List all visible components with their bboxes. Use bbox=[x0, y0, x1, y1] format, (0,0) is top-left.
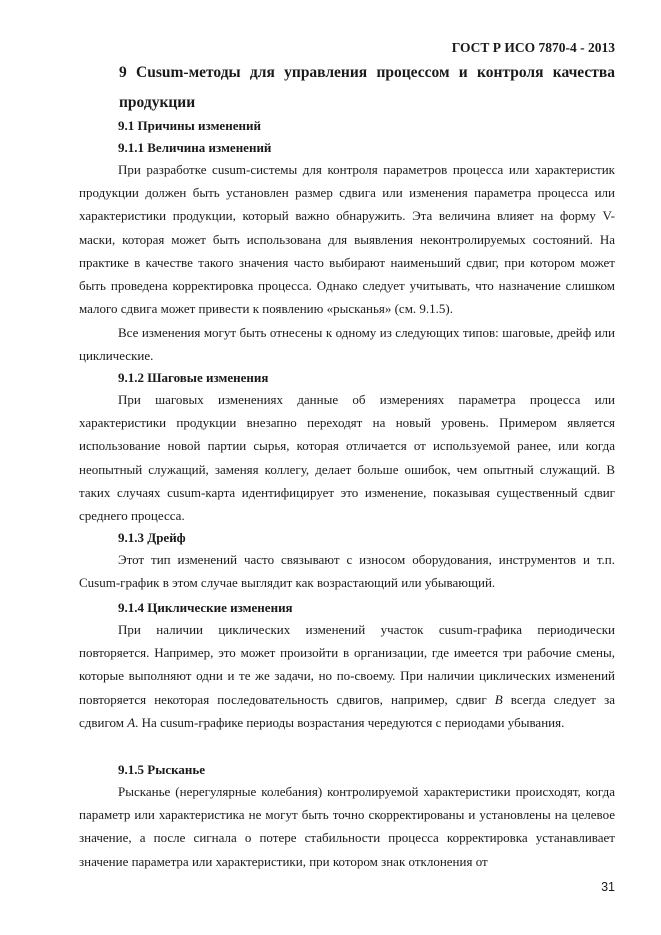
subsection-heading-9-1: 9.1 Причины изменений bbox=[118, 118, 261, 133]
paragraph-9-1-5: Рысканье (нерегулярные колебания) контролируемой характеристики происходят, когда параметр или характеристика не могут быть точно скорректированы и установлены на целевое значение, а после сигнала о потере стабильности процесса корректировка устанавливает значение параметра или характеристики, при котором знак отклонения от bbox=[79, 784, 615, 869]
page-number: 31 bbox=[601, 880, 615, 894]
paragraph-9-1-3: Этот тип изменений часто связывают с износом оборудования, инструментов и т.п. Cusum-график в этом случае выглядит как возрастающий или убывающий. bbox=[79, 552, 615, 591]
section-title: 9 Cusum-методы для управления процессом и контроля качества продукции bbox=[119, 64, 615, 111]
document-header: ГОСТ Р ИСО 7870-4 - 2013 bbox=[451, 40, 615, 55]
paragraph-9-1-2: При шаговых изменениях данные об измерениях параметра процесса или характеристики продукции внезапно переходят на новый уровень. Примером является использование новой партии сырья, которая отличается от используемой ранее, или когда неопытный служащий, заменяя коллегу, делает больше ошибок, чем опытный служащий. В таких случаях cusum-карта идентифицирует это изменение, показывая существенный сдвиг среднего процесса. bbox=[79, 392, 615, 524]
shift-a-symbol: A bbox=[127, 714, 136, 730]
subsection-heading-9-1-4: 9.1.4 Циклические изменения bbox=[118, 600, 293, 615]
paragraph-9-1-1-b: Все изменения могут быть отнесены к одному из следующих типов: шаговые, дрейф или циклические. bbox=[79, 325, 615, 364]
paragraph-9-1-1-a: При разработке cusum-системы для контроля параметров процесса или характеристик продукции должен быть установлен размер сдвига или изменения параметра процесса или характеристики продукции, который важно обнаружить. Эта величина влияет на форму V-маски, которая может быть использована для выявления неконтролируемых состояний. На практике в качестве такого значения часто выбирают наименьший сдвиг, при котором может быть проведена корректировка процесса. Однако следует учитывать, что назначение слишком малого сдвига может привести к появлению «рысканья» (см. 9.1.5). bbox=[79, 162, 615, 317]
paragraph-9-1-4: При наличии циклических изменений участок cusum-графика периодически повторяется. Например, это может произойти в организации, где имеется три рабочие смены, которые выполняют одни и те же задачи, но по-своему. При наличии циклических изменений повторяется некоторая последовательность сдвигов, например, сдвиг B всегда следует за сдвигом A. На cusum-графике периоды возрастания чередуются с периодами убывания. bbox=[79, 622, 615, 730]
subsection-heading-9-1-1: 9.1.1 Величина изменений bbox=[118, 140, 272, 155]
subsection-heading-9-1-3: 9.1.3 Дрейф bbox=[118, 530, 186, 545]
subsection-heading-9-1-5: 9.1.5 Рысканье bbox=[118, 762, 206, 777]
shift-b-symbol: B bbox=[494, 691, 503, 707]
subsection-heading-9-1-2: 9.1.2 Шаговые изменения bbox=[118, 370, 269, 385]
